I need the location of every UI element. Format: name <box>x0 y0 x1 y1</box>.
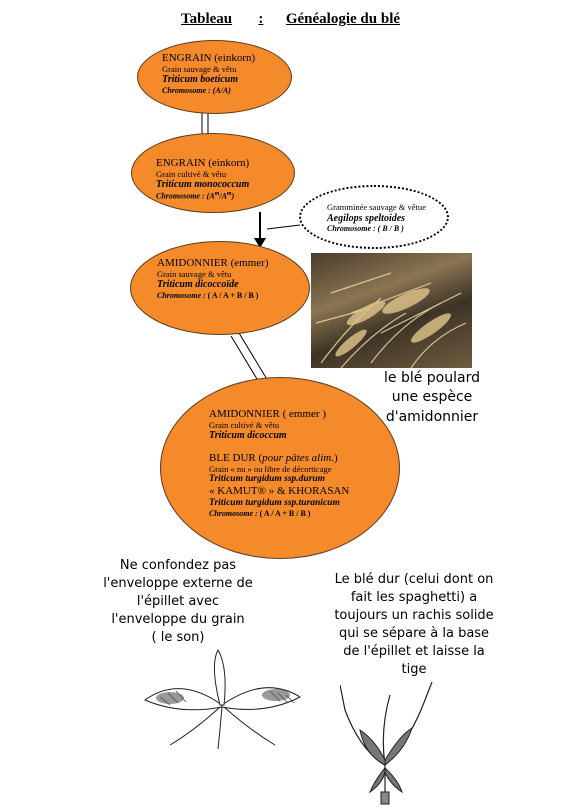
node-chromosome: Chromosome : ( B / B ) <box>327 224 404 234</box>
spikelet-drawing <box>140 645 305 750</box>
note-line: fait les spaghetti) a <box>350 589 478 605</box>
node-name: ENGRAIN (einkorn) <box>156 157 250 169</box>
title-label: Tableau <box>180 11 233 27</box>
node-latin: Triticum monococcum <box>156 179 250 191</box>
note-poulard <box>380 369 484 427</box>
node-chromosome: Chromosome : (A/A) <box>162 85 231 95</box>
note-line: l'épillet avec <box>136 593 220 609</box>
node-amidonnier-ble-dur <box>160 377 400 559</box>
node-latin: Triticum turgidum ssp.durum <box>209 474 326 485</box>
node-latin: Triticum dicoccum <box>209 430 287 442</box>
node-amidonnier-wild <box>130 241 310 335</box>
node-chromosome: Chromosome : $(A^m/A^m)$ <box>156 190 235 201</box>
note-line: d'amidonnier <box>385 408 479 425</box>
note-line: l'enveloppe du grain <box>111 611 245 627</box>
wheat-ears-icon <box>311 253 472 368</box>
node-engrain-cultivated <box>131 133 295 213</box>
node-latin: Triticum boeticum <box>162 74 239 86</box>
link-aegilops <box>267 225 300 229</box>
node-name-ble-dur: BLE DUR (pour pâtes alim.) <box>209 451 338 464</box>
note-line: Le blé dur (celui dont on <box>334 572 494 587</box>
note-line: qui se sépare à la base <box>338 625 490 641</box>
node-name: AMIDONNIER (emmer) <box>157 257 269 269</box>
node-kamut: « KAMUT® » & KHORASAN <box>209 485 350 498</box>
note-line: l'enveloppe externe de <box>103 575 253 591</box>
node-chromosome: Chromosome : ( A / A + B / B ) <box>209 508 311 518</box>
node-engrain-wild <box>137 40 292 114</box>
node-name: AMIDONNIER ( emmer ) <box>209 408 326 420</box>
node-desc: Grain cultivé & vêtu <box>209 419 280 430</box>
note-line: de l'épillet et laisse la <box>343 643 485 659</box>
node-desc: Grain cultivé & vêtu <box>156 168 227 179</box>
node-desc: Gramminée sauvage & vêtue <box>327 202 426 212</box>
node-chromosome: Chromosome : ( A / A + B / B ) <box>157 290 259 300</box>
node-desc: Grain sauvage & vêtu <box>157 268 232 279</box>
title-separator: : <box>258 11 264 27</box>
note-line: toujours un rachis solide <box>334 607 494 623</box>
note-line: tige <box>401 661 427 677</box>
note-line: une espèce <box>391 389 473 406</box>
note-line: Ne confondez pas <box>119 558 237 573</box>
note-ble-dur <box>316 571 512 679</box>
node-latin: Triticum dicoccoïde <box>157 279 239 291</box>
node-aegilops <box>299 185 449 249</box>
node-latin: Triticum turgidum ssp.turanicum <box>209 497 340 508</box>
rachis-drawing <box>340 680 450 805</box>
note-enveloppe <box>98 557 258 647</box>
note-line: le blé poulard <box>384 370 480 386</box>
note-line: ( le son) <box>151 629 205 645</box>
wheat-photo <box>311 253 472 368</box>
node-desc: Grain « nu » ou libre de décorticage <box>209 463 332 474</box>
node-name: ENGRAIN (einkorn) <box>162 52 256 64</box>
node-latin: Aegilops speltoides <box>327 212 406 224</box>
node-desc: Grain sauvage & vêtu <box>162 63 237 74</box>
title-text: Généalogie du blé <box>285 11 401 27</box>
